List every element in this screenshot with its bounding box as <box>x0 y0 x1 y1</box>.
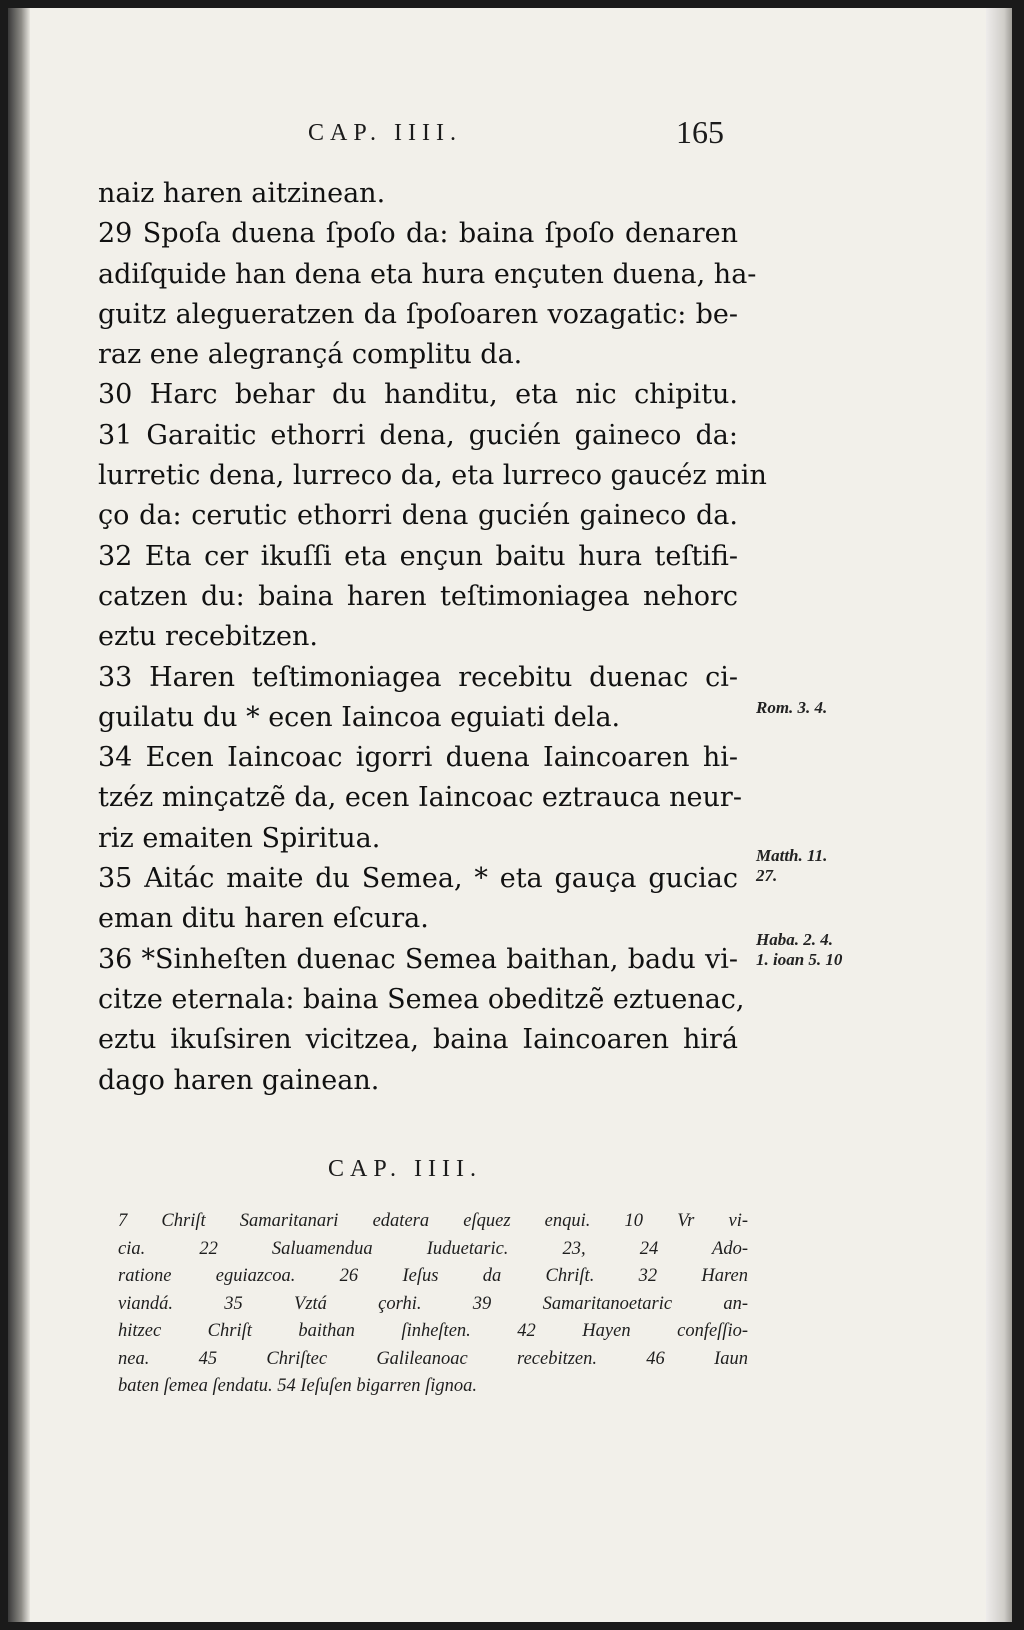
body-line: guilatu du * ecen Iaincoa eguiati dela. <box>98 701 621 733</box>
chapter-heading: CAP. IIII. <box>328 1156 482 1182</box>
body-line: 32 Eta cer ikuſſi eta ençun baitu hura teſtifi- <box>98 540 738 572</box>
body-line: citze eternala: baina Semea obeditzẽ eztuenac, <box>98 983 745 1015</box>
body-line: 30 Harc behar du handitu, eta nic chipitu. <box>98 379 738 411</box>
body-line: eztu recebitzen. <box>98 621 318 653</box>
body-line: naiz haren aitzinean. <box>98 178 386 209</box>
body-line: eman ditu haren eſcura. <box>98 903 429 935</box>
body-line: 33 Haren teſtimoniagea recebitu duenac ci- <box>98 661 738 693</box>
body-line: raz ene alegrançá complitu da. <box>98 339 523 371</box>
body-line: lurretic dena, lurreco da, eta lurreco gaucéz min <box>98 460 767 492</box>
summary-line: ratione eguiazcoa. 26 Ieſus da Chriſt. 32 Haren <box>118 1266 748 1286</box>
page-edge-shadow <box>986 8 1012 1622</box>
body-line: eztu ikuſsiren vicitzea, baina Iaincoaren hirá <box>98 1024 738 1056</box>
chapter-summary <box>118 1208 748 1401</box>
body-line: ço da: cerutic ethorri dena gucién gaineco da. <box>98 500 738 532</box>
margin-reference-haba <box>756 930 842 970</box>
margin-reference-line: Rom. 3. 4. <box>756 698 828 717</box>
book-spine-shadow <box>8 8 30 1622</box>
book-page <box>8 8 1012 1622</box>
summary-line: viandá. 35 Vztá çorhi. 39 Samaritanoetaric an- <box>118 1293 748 1314</box>
body-line: 35 Aitác maite du Semea, * eta gauça guciac <box>98 863 738 895</box>
body-line: 36 *Sinheſten duenac Semea baithan, badu vi- <box>98 943 738 975</box>
summary-line: nea. 45 Chriſtec Galileanoac recebitzen. 46 Iaun <box>118 1348 748 1369</box>
page-number: 165 <box>676 114 724 150</box>
margin-reference-line: 1. ioan 5. 10 <box>756 950 843 969</box>
body-line: tzéz minçatzẽ da, ecen Iaincoac eztrauca neur- <box>98 782 742 814</box>
body-line: 29 Spoſa duena ſpoſo da: baina ſpoſo denaren <box>98 218 738 250</box>
margin-reference-line: Haba. 2. 4. <box>756 930 833 949</box>
margin-reference-matth <box>756 846 827 886</box>
summary-line: 7 Chriſt Samaritanari edatera eſquez enqui. 10 Vr vi- <box>118 1211 748 1231</box>
margin-reference-line: Matth. 11. <box>756 846 828 865</box>
body-line: adiſquide han dena eta hura ençuten duena, ha- <box>98 258 757 290</box>
body-line: 34 Ecen Iaincoac igorri duena Iaincoaren hi- <box>98 742 738 774</box>
summary-line: hitzec Chriſt baithan ſinheſten. 42 Hayen confeſſio- <box>118 1321 748 1341</box>
body-line: dago haren gainean. <box>98 1064 380 1096</box>
summary-line: cia. 22 Saluamendua Iuduetaric. 23, 24 Ado- <box>118 1238 748 1259</box>
body-line: riz emaiten Spiritua. <box>98 822 381 854</box>
running-head: CAP. IIII. <box>308 120 462 146</box>
margin-reference-line: 27. <box>756 866 778 885</box>
summary-line: baten ſemea ſendatu. 54 Ieſuſen bigarren ſignoa. <box>118 1376 477 1396</box>
body-line: guitz alegueratzen da ſpoſoaren vozagatic: be- <box>98 298 738 330</box>
margin-reference-rom <box>756 698 827 718</box>
body-line: 31 Garaitic ethorri dena, gucién gaineco da: <box>98 419 738 451</box>
body-line: catzen du: baina haren teſtimoniagea nehorc <box>98 580 738 612</box>
